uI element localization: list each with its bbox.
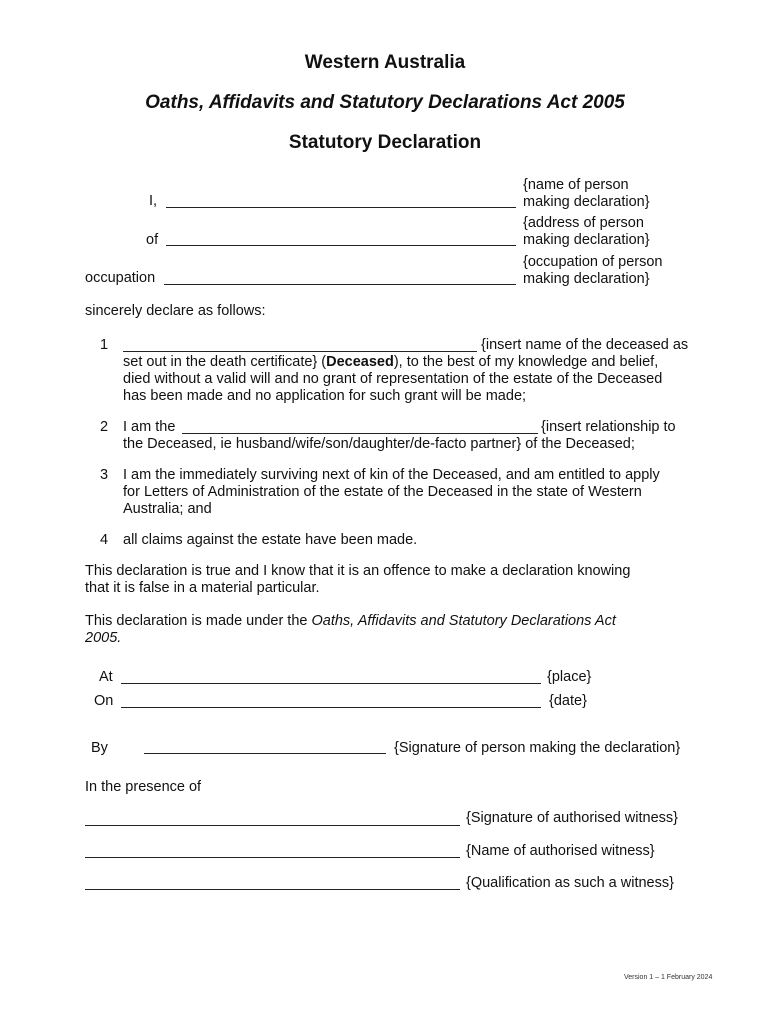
place-note: {place}: [547, 669, 592, 685]
item-1-line-3: died without a valid will and no grant of representation of the estate of the Deceased: [123, 371, 663, 387]
witness-signature-field[interactable]: [85, 825, 460, 826]
item-4-line-1: all claims against the estate have been made.: [123, 532, 418, 548]
address-note-2: making declaration}: [523, 232, 650, 248]
item-1-line-4: has been made and no application for such grant will be made;: [123, 388, 527, 404]
item-3-line-1: I am the immediately surviving next of kin of the Deceased, and am entitled to apply: [123, 467, 660, 483]
name-note-1: {name of person: [523, 177, 629, 193]
by-label: By: [91, 740, 108, 756]
item-1-line-2: set out in the death certificate} (Deceased), to the best of my knowledge and belief,: [123, 354, 659, 370]
witness-qualification-note: {Qualification as such a witness}: [466, 875, 674, 891]
deceased-name-field[interactable]: [123, 351, 477, 352]
act-heading: Oaths, Affidavits and Statutory Declarations Act 2005: [145, 92, 625, 113]
occupation-field[interactable]: [164, 284, 516, 285]
date-note: {date}: [549, 693, 587, 709]
occupation-note-1: {occupation of person: [523, 254, 663, 270]
declarant-signature-field[interactable]: [144, 753, 386, 754]
truth-line-2: that it is false in a material particular.: [85, 580, 320, 596]
made-under-line-2: 2005.: [85, 630, 122, 646]
date-field[interactable]: [121, 707, 541, 708]
name-note-2: making declaration}: [523, 194, 650, 210]
occupation-prefix: occupation: [85, 270, 156, 286]
presence-label: In the presence of: [85, 779, 202, 795]
truth-line-1: This declaration is true and I know that it is an offence to make a declaration knowing: [85, 563, 631, 579]
deceased-defined-term: Deceased: [326, 354, 394, 370]
witness-name-note: {Name of authorised witness}: [466, 843, 655, 859]
item-2-prefix: I am the: [123, 419, 176, 435]
item-3-line-2: for Letters of Administration of the estate of the Deceased in the state of Western: [123, 484, 642, 500]
version-footer: Version 1 – 1 February 2024: [624, 974, 713, 981]
witness-signature-note: {Signature of authorised witness}: [466, 810, 678, 826]
address-note-1: {address of person: [523, 215, 644, 231]
item-2-number: 2: [100, 419, 109, 435]
intro-text: sincerely declare as follows:: [85, 303, 266, 319]
made-under-act: Oaths, Affidavits and Statutory Declarations Act: [311, 613, 616, 629]
item-4-number: 4: [100, 532, 109, 548]
item-2-line-1: {insert relationship to: [541, 419, 676, 435]
occupation-note-2: making declaration}: [523, 271, 650, 287]
on-label: On: [94, 693, 114, 709]
at-label: At: [99, 669, 113, 685]
relationship-field[interactable]: [182, 433, 538, 434]
name-prefix: I,: [149, 193, 158, 209]
declarant-signature-note: {Signature of person making the declaration}: [394, 740, 681, 756]
witness-name-field[interactable]: [85, 857, 460, 858]
place-field[interactable]: [121, 683, 541, 684]
state-heading: Western Australia: [304, 52, 466, 73]
name-field[interactable]: [166, 207, 516, 208]
item-1-line-1: {insert name of the deceased as: [481, 337, 689, 353]
item-2-line-2: the Deceased, ie husband/wife/son/daughter/de-facto partner} of the Deceased;: [123, 436, 635, 452]
witness-qualification-field[interactable]: [85, 889, 460, 890]
made-under-line-1: This declaration is made under the Oaths, Affidavits and Statutory Declarations Act: [85, 613, 616, 629]
item-3-number: 3: [100, 467, 109, 483]
item-1-number: 1: [100, 337, 109, 353]
item-3-line-3: Australia; and: [123, 501, 212, 517]
address-field[interactable]: [166, 245, 516, 246]
address-prefix: of: [146, 232, 159, 248]
document-title: Statutory Declaration: [288, 132, 482, 153]
